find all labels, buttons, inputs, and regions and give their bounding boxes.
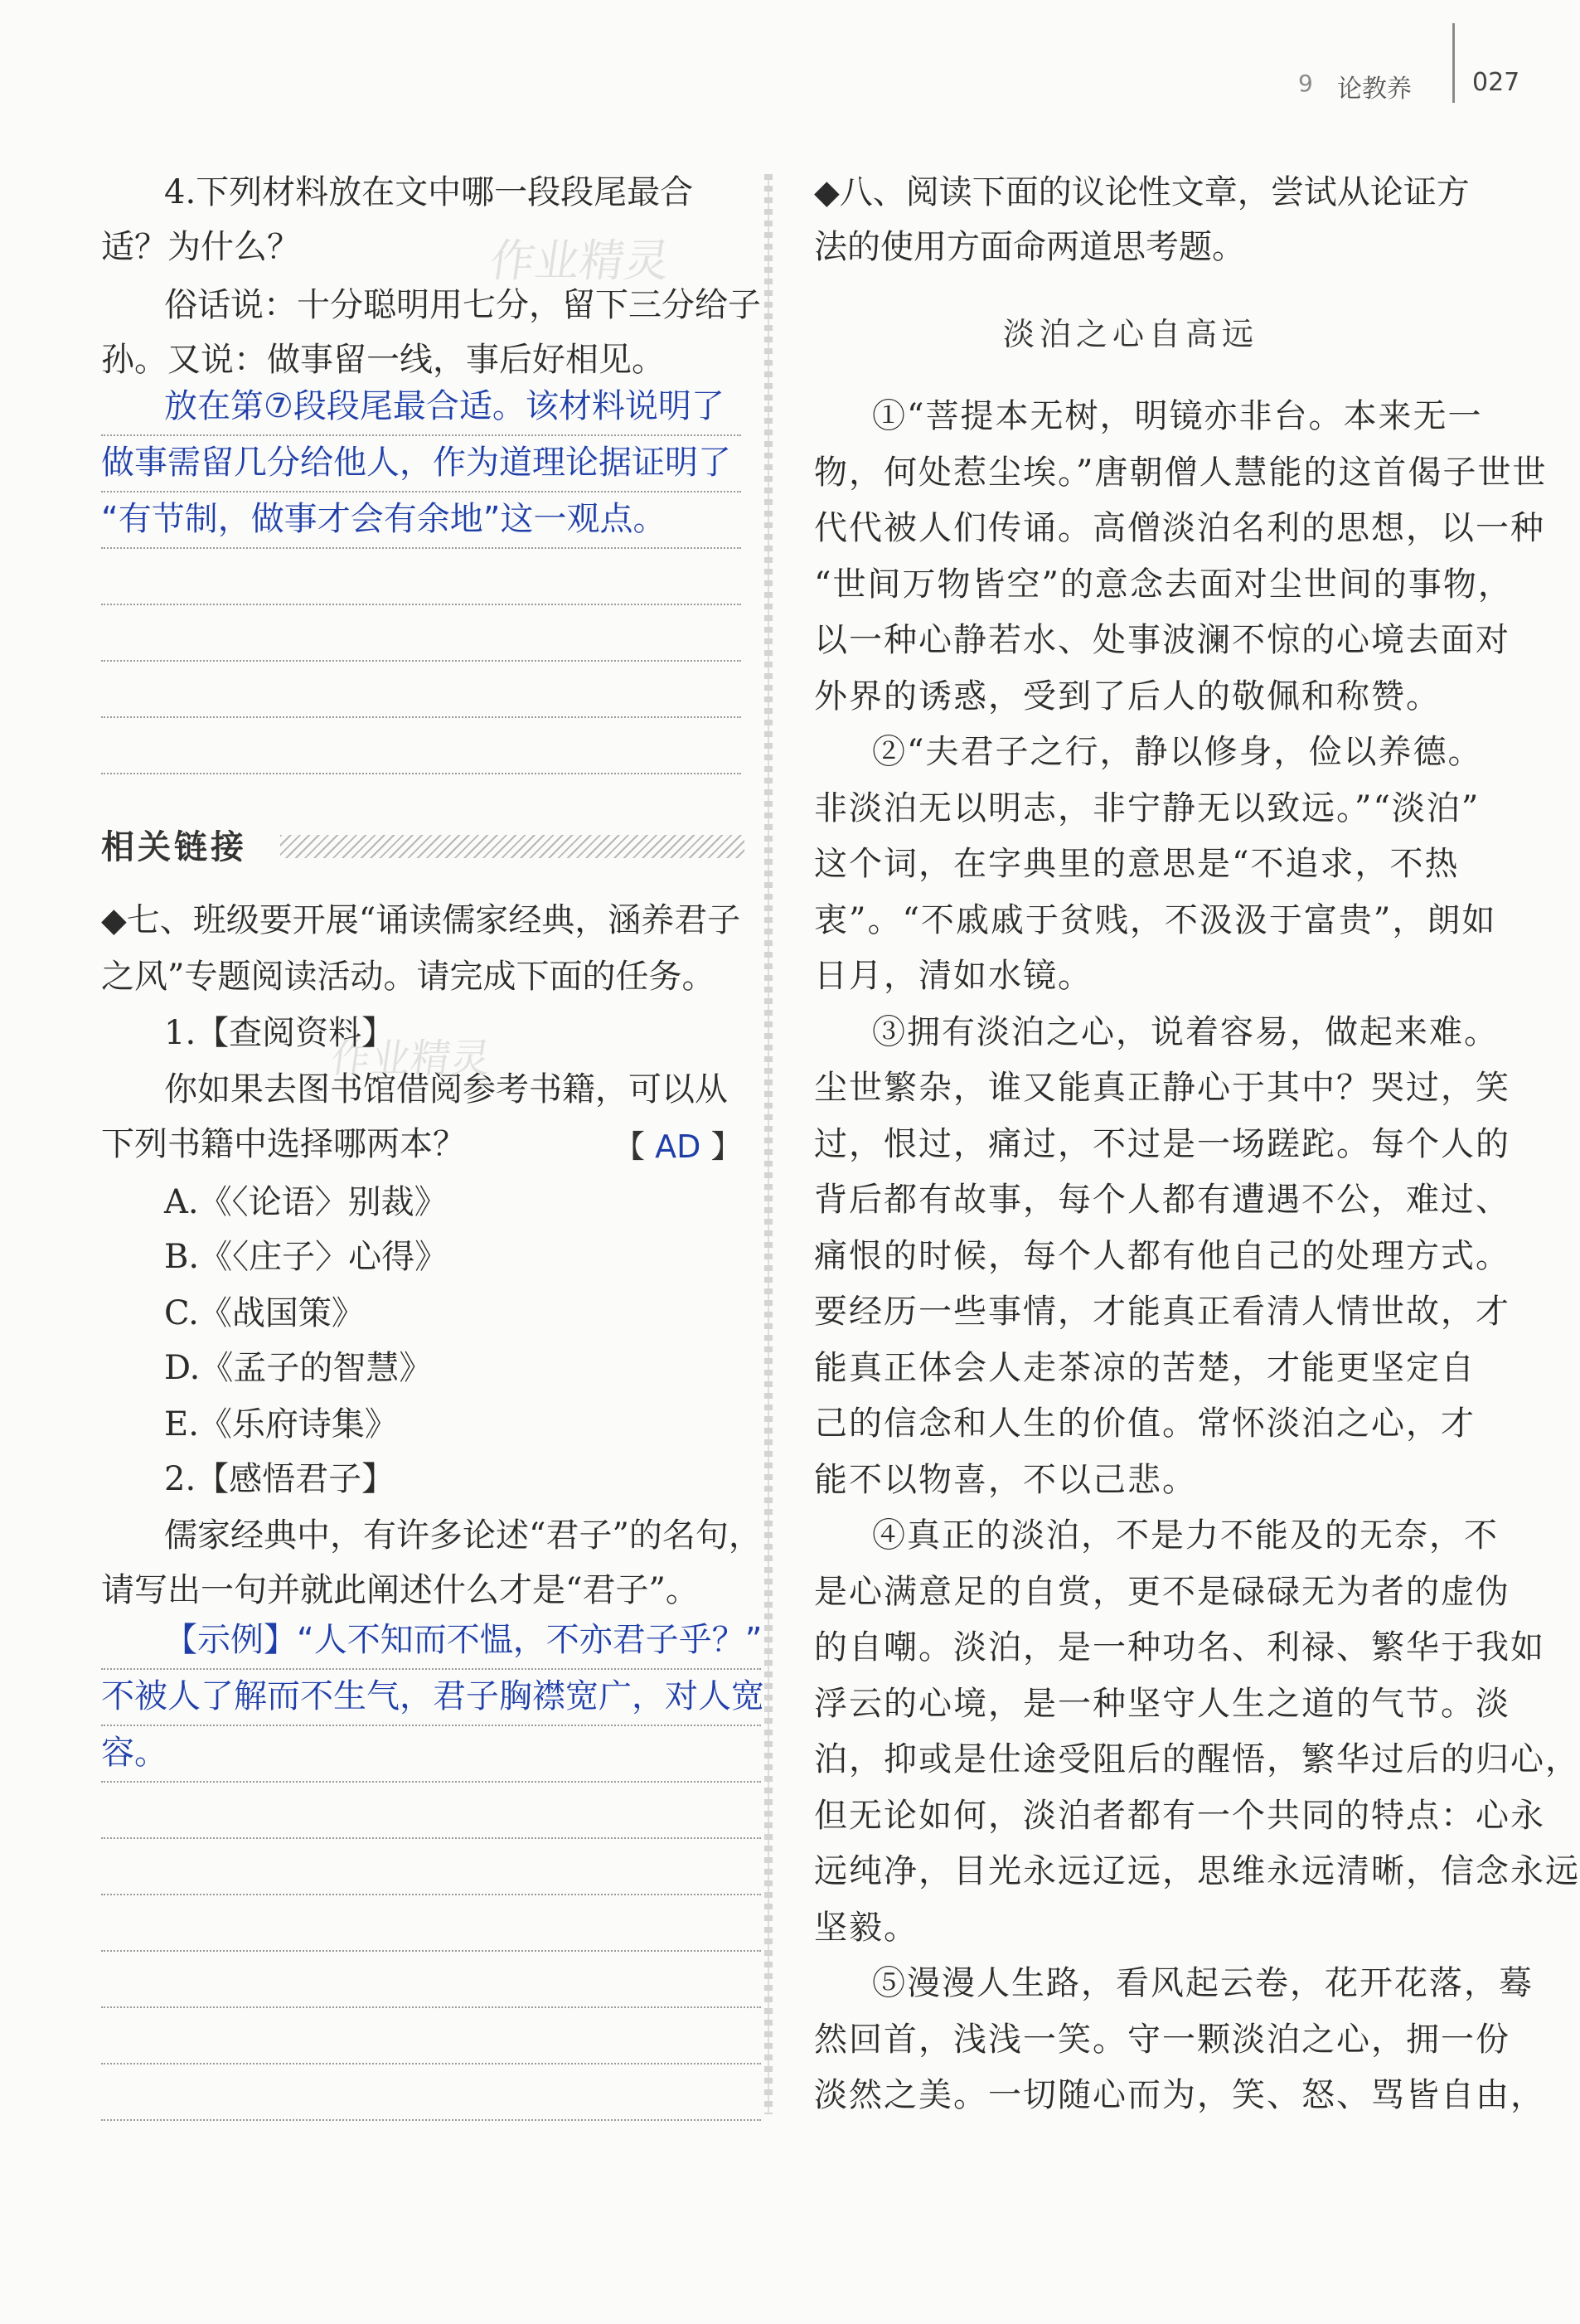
chapter-title: 论教养	[1337, 75, 1412, 104]
article-line: 但无论如何，淡泊者都有一个共同的特点：心永	[814, 1797, 1545, 1835]
article-line: 代代被人们传诵。高僧淡泊名利的思想，以一种	[814, 509, 1545, 547]
option-item: C.《战国策》	[164, 1294, 365, 1332]
q4-material-line: 俗话说：十分聪明用七分，留下三分给子	[164, 286, 761, 324]
q4-answer-line: “有节制，做事才会有余地”这一观点。	[101, 500, 666, 538]
task1-label: 1.【查阅资料】	[164, 1014, 395, 1052]
article-line: 以一种心静若水、处事波澜不惊的心境去面对	[814, 621, 1510, 659]
option-item: A.《〈论语〉别裁》	[164, 1183, 448, 1221]
task1-answer: AD	[655, 1128, 701, 1165]
article-line: 然回首，浅浅一笑。守一颗淡泊之心，拥一份	[814, 2021, 1510, 2059]
task1-question-line: 下列书籍中选择哪两本？	[101, 1125, 466, 1163]
article-line: 能真正体会人走茶凉的苦楚，才能更坚定自	[814, 1349, 1476, 1387]
bracket-open: 【	[613, 1128, 646, 1165]
task1-question-line: 你如果去图书馆借阅参考书籍，可以从	[164, 1070, 728, 1109]
article-line: ⑤漫漫人生路，看风起云卷，花开花落，蓦	[872, 1964, 1534, 2002]
article-line: 过，恨过，痛过，不过是一场蹉跎。每个人的	[814, 1125, 1510, 1163]
q7-intro-line: 之风”专题阅读活动。请完成下面的任务。	[101, 958, 715, 996]
q7-intro-line: ◆七、班级要开展“诵读儒家经典，涵养君子	[101, 901, 741, 939]
article-title: 淡泊之心自高远	[1003, 316, 1259, 352]
task2-answer-line: 【示例】“人不知而不愠，不亦君子乎？”	[164, 1621, 763, 1659]
answer-rule	[101, 1725, 761, 1726]
task2-label: 2.【感悟君子】	[164, 1460, 395, 1498]
option-item: B.《〈庄子〉心得》	[164, 1238, 448, 1276]
answer-rule	[101, 604, 741, 605]
article-line: 痛恨的时候，每个人都有他自己的处理方式。	[814, 1237, 1510, 1275]
article-line: 的自嘲。淡泊，是一种功名、利禄、繁华于我如	[814, 1628, 1545, 1667]
option-item: D.《孟子的智慧》	[164, 1349, 433, 1387]
article-line: ④真正的淡泊，不是力不能及的无奈，不	[872, 1516, 1499, 1555]
answer-rule	[101, 2119, 761, 2121]
answer-rule	[101, 773, 741, 774]
article-line: 非淡泊无以明志，非宁静无以致远。”“淡泊”	[814, 789, 1481, 827]
q4-answer-line: 做事需留几分给他人，作为道理论据证明了	[101, 444, 731, 482]
article-line: 要经历一些事情，才能真正看清人情世故，才	[814, 1293, 1510, 1331]
article-line: 这个词，在字典里的意思是“不追求，不热	[814, 845, 1460, 883]
article-line: 坚毅。	[814, 1909, 918, 1947]
article-line: 外界的诱惑，受到了后人的敬佩和称赞。	[814, 677, 1441, 716]
answer-rule	[101, 2006, 761, 2008]
article-line: 浮云的心境，是一种坚守人生之道的气节。淡	[814, 1685, 1510, 1723]
task2-question-line: 请写出一句并就此阐述什么才是“君子”。	[101, 1571, 699, 1609]
article-line: 背后都有故事，每个人都有遭遇不公，难过、	[814, 1181, 1510, 1219]
watermark: 作业精灵	[327, 1036, 494, 1082]
answer-rule	[101, 491, 741, 492]
watermark: 作业精灵	[487, 235, 673, 287]
answer-rule	[101, 2063, 761, 2064]
article-line: ②“夫君子之行，静以修身，俭以养德。	[872, 733, 1483, 771]
heading-hatch	[280, 835, 744, 858]
task2-question-line: 儒家经典中，有许多论述“君子”的名句，	[164, 1516, 762, 1555]
q4-material-line: 孙。又说：做事留一线，事后好相见。	[101, 341, 665, 379]
article-line: 远纯净，目光永远辽远，思维永远清晰，信念永远	[814, 1852, 1580, 1890]
article-line: 衷”。“不戚戚于贫贱，不汲汲于富贵”，朗如	[814, 901, 1497, 939]
article-line: ③拥有淡泊之心，说着容易，做起来难。	[872, 1013, 1499, 1051]
q4-question-line: 适？为什么？	[101, 228, 300, 266]
answer-rule	[101, 1781, 761, 1783]
chapter-number: 9	[1298, 70, 1313, 97]
article-line: 己的信念和人生的价值。常怀淡泊之心，才	[814, 1405, 1476, 1443]
answer-rule	[101, 716, 741, 718]
answer-rule	[101, 660, 741, 662]
q4-question-line: 4.下列材料放在文中哪一段段尾最合	[164, 173, 694, 211]
q8-intro-line: 法的使用方面命两道思考题。	[814, 228, 1245, 266]
page-number: 027	[1472, 68, 1520, 97]
q4-answer-line: 放在第⑦段段尾最合适。该材料说明了	[164, 387, 725, 425]
article-line: 是心满意足的自赏，更不是碌碌无为者的虚伪	[814, 1573, 1510, 1611]
answer-rule	[101, 1837, 761, 1839]
article-line: ①“菩提本无树，明镜亦非台。本来无一	[872, 397, 1483, 435]
answer-rule	[101, 1668, 761, 1670]
column-divider	[764, 174, 773, 2114]
header-divider	[1452, 23, 1455, 103]
answer-rule	[101, 1950, 761, 1952]
section-heading: 相关链接	[101, 828, 247, 866]
task2-answer-line: 不被人了解而不生气，君子胸襟宽广，对人宽	[101, 1677, 764, 1715]
answer-rule	[101, 547, 741, 549]
article-line: “世间万物皆空”的意念去面对尘世间的事物，	[814, 565, 1513, 604]
answer-rule	[101, 434, 741, 436]
task2-answer-line: 容。	[101, 1734, 167, 1772]
task1-answer-bracket	[613, 1121, 742, 1167]
article-line: 物，何处惹尘埃。”唐朝僧人慧能的这首偈子世世	[814, 454, 1548, 492]
q8-intro-line: ◆八、阅读下面的议论性文章，尝试从论证方	[814, 173, 1470, 211]
article-line: 日月，清如水镜。	[814, 957, 1093, 995]
article-line: 淡然之美。一切随心而为，笑、怒、骂皆自由，	[814, 2076, 1545, 2114]
article-line: 能不以物喜，不以己悲。	[814, 1461, 1197, 1499]
bracket-close: 】	[710, 1128, 743, 1165]
answer-rule	[101, 1894, 761, 1895]
option-item: E.《乐府诗集》	[164, 1405, 398, 1443]
article-line: 尘世繁杂，谁又能真正静心于其中？哭过，笑	[814, 1069, 1510, 1107]
article-line: 泊，抑或是仕途受阻后的醒悟，繁华过后的归心，	[814, 1740, 1580, 1778]
